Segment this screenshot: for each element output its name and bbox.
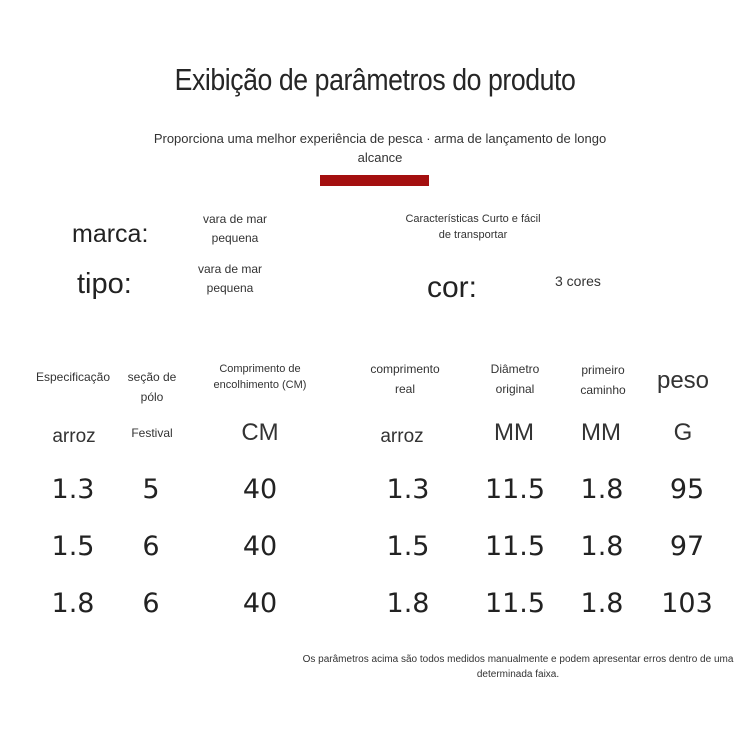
cell-real-length: 1.8 [386,588,430,619]
cell-pole-section: 6 [142,531,160,562]
header-pole-section: seção de pólo [127,370,177,404]
cell-real-length: 1.5 [386,531,430,562]
type-value: vara de mar pequena [197,262,263,295]
unit-pole-section: Festival [131,426,173,440]
brand-label: marca: [72,220,149,248]
header-weight: peso [656,367,710,394]
color-label: cor: [427,271,478,304]
cell-original-diameter: 11.5 [484,474,546,505]
cell-retracted-length: 40 [242,474,278,505]
accent-divider [320,175,429,186]
cell-specification: 1.3 [51,474,95,505]
unit-original-diameter: MM [494,419,534,446]
cell-pole-section: 5 [142,474,160,505]
header-retracted-length: Comprimento de encolhimento (CM) [213,363,307,391]
cell-weight: 97 [669,531,705,562]
footnote: Os parâmetros acima são todos medidos manualmente e podem apresentar erros dentro de uma determinada faixa. [302,654,734,680]
type-label: tipo: [77,268,132,300]
cell-pole-section: 6 [142,588,160,619]
cell-retracted-length: 40 [242,588,278,619]
unit-specification: arroz [52,426,96,447]
cell-real-length: 1.3 [386,474,430,505]
page-title: Exibição de parâmetros do produto [174,62,576,97]
cell-weight: 95 [669,474,705,505]
unit-retracted-length: CM [241,419,279,446]
brand-value: vara de mar pequena [202,212,268,245]
cell-original-diameter: 11.5 [484,531,546,562]
cell-first-path: 1.8 [580,588,624,619]
cell-first-path: 1.8 [580,531,624,562]
cell-first-path: 1.8 [580,474,624,505]
unit-first-path: MM [581,419,621,446]
color-value: 3 cores [555,273,601,289]
cell-weight: 103 [661,588,713,619]
feature-value: Características Curto e fácil de transportar [405,213,541,241]
header-first-path: primeiro caminho [580,363,626,397]
header-real-length: comprimento real [370,362,440,396]
cell-specification: 1.8 [51,588,95,619]
cell-specification: 1.5 [51,531,95,562]
unit-real-length: arroz [380,426,424,447]
header-original-diameter: Diâmetro original [490,362,540,396]
cell-retracted-length: 40 [242,531,278,562]
page-subtitle: Proporciona uma melhor experiência de pesca · arma de lançamento de longo alcance [153,131,607,165]
cell-original-diameter: 11.5 [484,588,546,619]
unit-weight: G [673,419,693,446]
header-specification: Especificação [35,370,111,384]
